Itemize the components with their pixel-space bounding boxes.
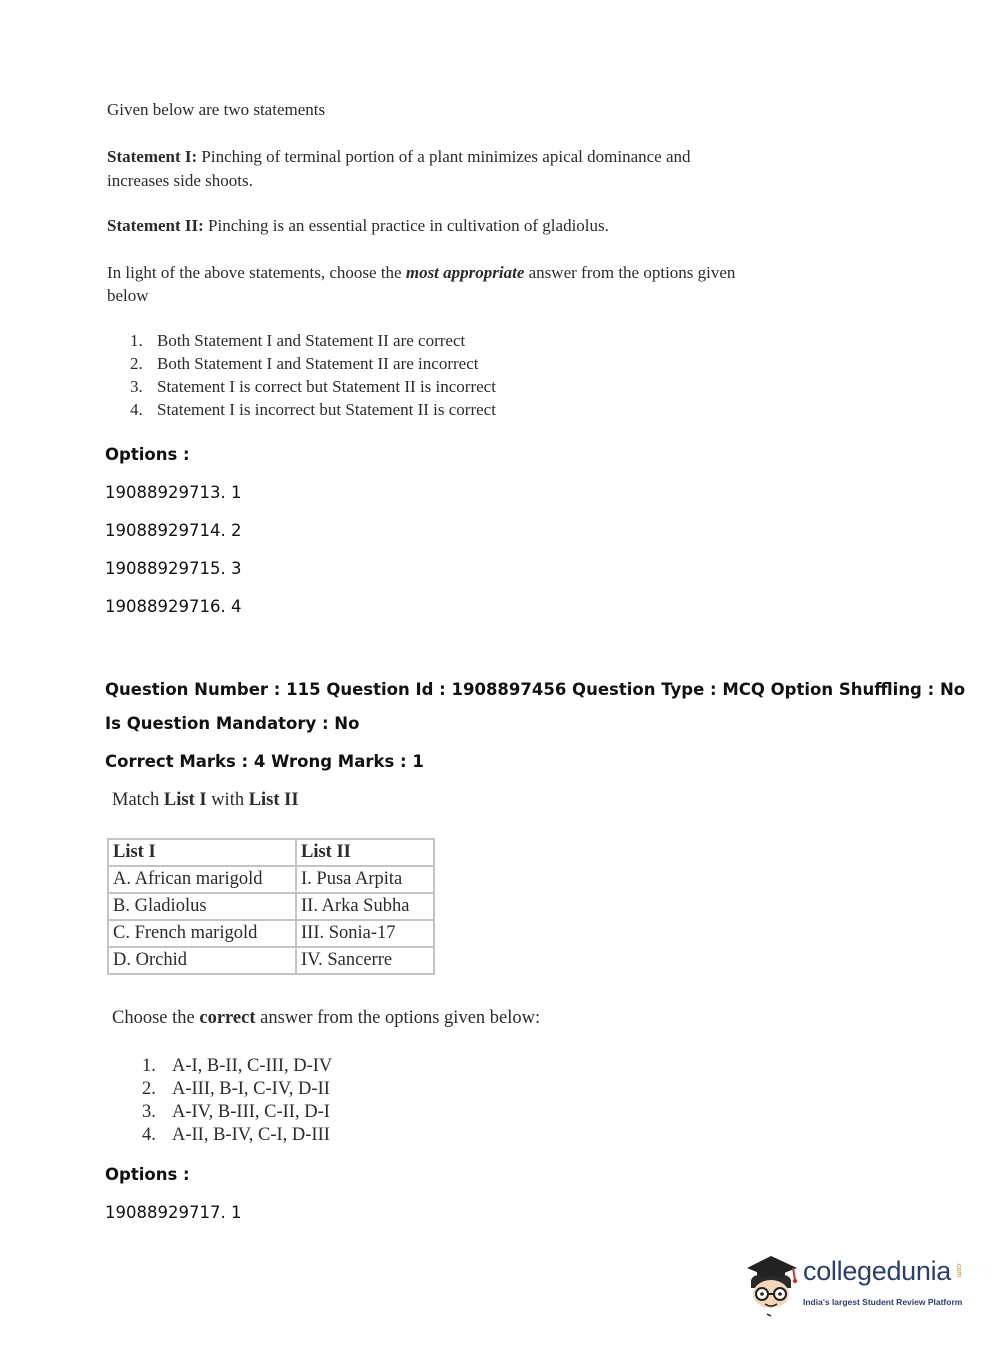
table-cell: II. Arka Subha	[296, 893, 434, 920]
instruction-post: answer from the options given below	[107, 263, 736, 305]
choice-number: 4.	[130, 400, 143, 419]
list-item	[130, 375, 496, 398]
question-meta-line: Question Number : 115 Question Id : 1908897456 Question Type : MCQ Option Shuffling : No	[105, 680, 966, 699]
table-header-row	[108, 839, 434, 866]
choice-text: Statement I is incorrect but Statement II is correct	[157, 400, 496, 419]
choice-text: A-II, B-IV, C-I, D-III	[172, 1125, 330, 1145]
statement-1-label: Statement I:	[107, 147, 198, 166]
list-item	[142, 1055, 332, 1078]
choice-number: 3.	[142, 1102, 156, 1122]
match-title	[112, 790, 299, 811]
choice-text: A-IV, B-III, C-II, D-I	[172, 1102, 330, 1122]
choose-pre: Choose the	[112, 1008, 200, 1028]
choose-emphasis: correct	[199, 1008, 256, 1028]
choice-text: A-III, B-I, C-IV, D-II	[172, 1079, 330, 1099]
choice-number: 4.	[142, 1125, 156, 1145]
statement-2-text: Pinching is an essential practice in cultivation of gladiolus.	[208, 216, 609, 235]
table-header-cell: List II	[296, 839, 434, 866]
question-mandatory-line: Is Question Mandatory : No	[105, 714, 360, 733]
option-line: 19088929717. 1	[105, 1203, 242, 1222]
list-item	[142, 1101, 332, 1124]
logo-brand-text: collegedunia	[803, 1256, 952, 1286]
logo-tagline: India's largest Student Review Platform	[803, 1297, 963, 1307]
table-header-cell: List I	[108, 839, 296, 866]
choice-number: 2.	[130, 354, 143, 373]
table-row	[108, 893, 434, 920]
choose-post: answer from the options given below:	[255, 1008, 541, 1028]
choice-text: Both Statement I and Statement II are correct	[157, 331, 466, 350]
option-line: 19088929713. 1	[105, 483, 242, 502]
q115-choice-list	[142, 1055, 332, 1147]
list-item	[142, 1078, 332, 1101]
match-mid: with	[206, 790, 249, 810]
instruction	[107, 261, 747, 307]
statement-1-text: Pinching of terminal portion of a plant minimizes apical dominance and increases side shoots.	[107, 147, 691, 190]
list-item	[130, 329, 496, 352]
choice-number: 1.	[142, 1056, 156, 1076]
match-list2: List II	[248, 790, 299, 810]
q114-choice-list	[130, 329, 496, 421]
list-item	[130, 352, 496, 375]
statement-2	[107, 214, 707, 238]
instruction-pre: In light of the above statements, choose the	[107, 263, 406, 282]
question-intro: Given below are two statements	[107, 100, 326, 119]
option-line: 19088929715. 3	[105, 559, 242, 578]
options-heading: Options :	[105, 445, 190, 464]
table-row	[108, 920, 434, 947]
option-line: 19088929714. 2	[105, 521, 242, 540]
logo-com-text: .com	[955, 1262, 962, 1278]
choice-text: Statement I is correct but Statement II is incorrect	[157, 377, 496, 396]
options-heading: Options :	[105, 1165, 190, 1184]
list-item	[130, 398, 496, 421]
table-cell: I. Pusa Arpita	[296, 866, 434, 893]
choice-text: Both Statement I and Statement II are incorrect	[157, 354, 479, 373]
table-cell: D. Orchid	[108, 947, 296, 974]
collegedunia-logo[interactable]	[741, 1250, 971, 1320]
match-table	[107, 838, 435, 975]
table-row	[108, 947, 434, 974]
choice-text: A-I, B-II, C-III, D-IV	[172, 1056, 333, 1076]
statement-2-label: Statement II:	[107, 216, 204, 235]
table-cell: B. Gladiolus	[108, 893, 296, 920]
choice-number: 2.	[142, 1079, 156, 1099]
table-cell: A. African marigold	[108, 866, 296, 893]
table-row	[108, 866, 434, 893]
table-cell: III. Sonia-17	[296, 920, 434, 947]
option-line: 19088929716. 4	[105, 597, 242, 616]
instruction-emphasis: most appropriate	[405, 263, 525, 282]
statement-1	[107, 145, 707, 193]
table-cell: C. French marigold	[108, 920, 296, 947]
question-marks-line: Correct Marks : 4 Wrong Marks : 1	[105, 752, 424, 771]
mascot-icon	[741, 1250, 803, 1320]
choose-instruction	[112, 1008, 540, 1029]
match-pre: Match	[112, 790, 164, 810]
list-item	[142, 1124, 332, 1147]
choice-number: 1.	[130, 331, 143, 350]
choice-number: 3.	[130, 377, 143, 396]
match-list1: List I	[163, 790, 207, 810]
table-cell: IV. Sancerre	[296, 947, 434, 974]
